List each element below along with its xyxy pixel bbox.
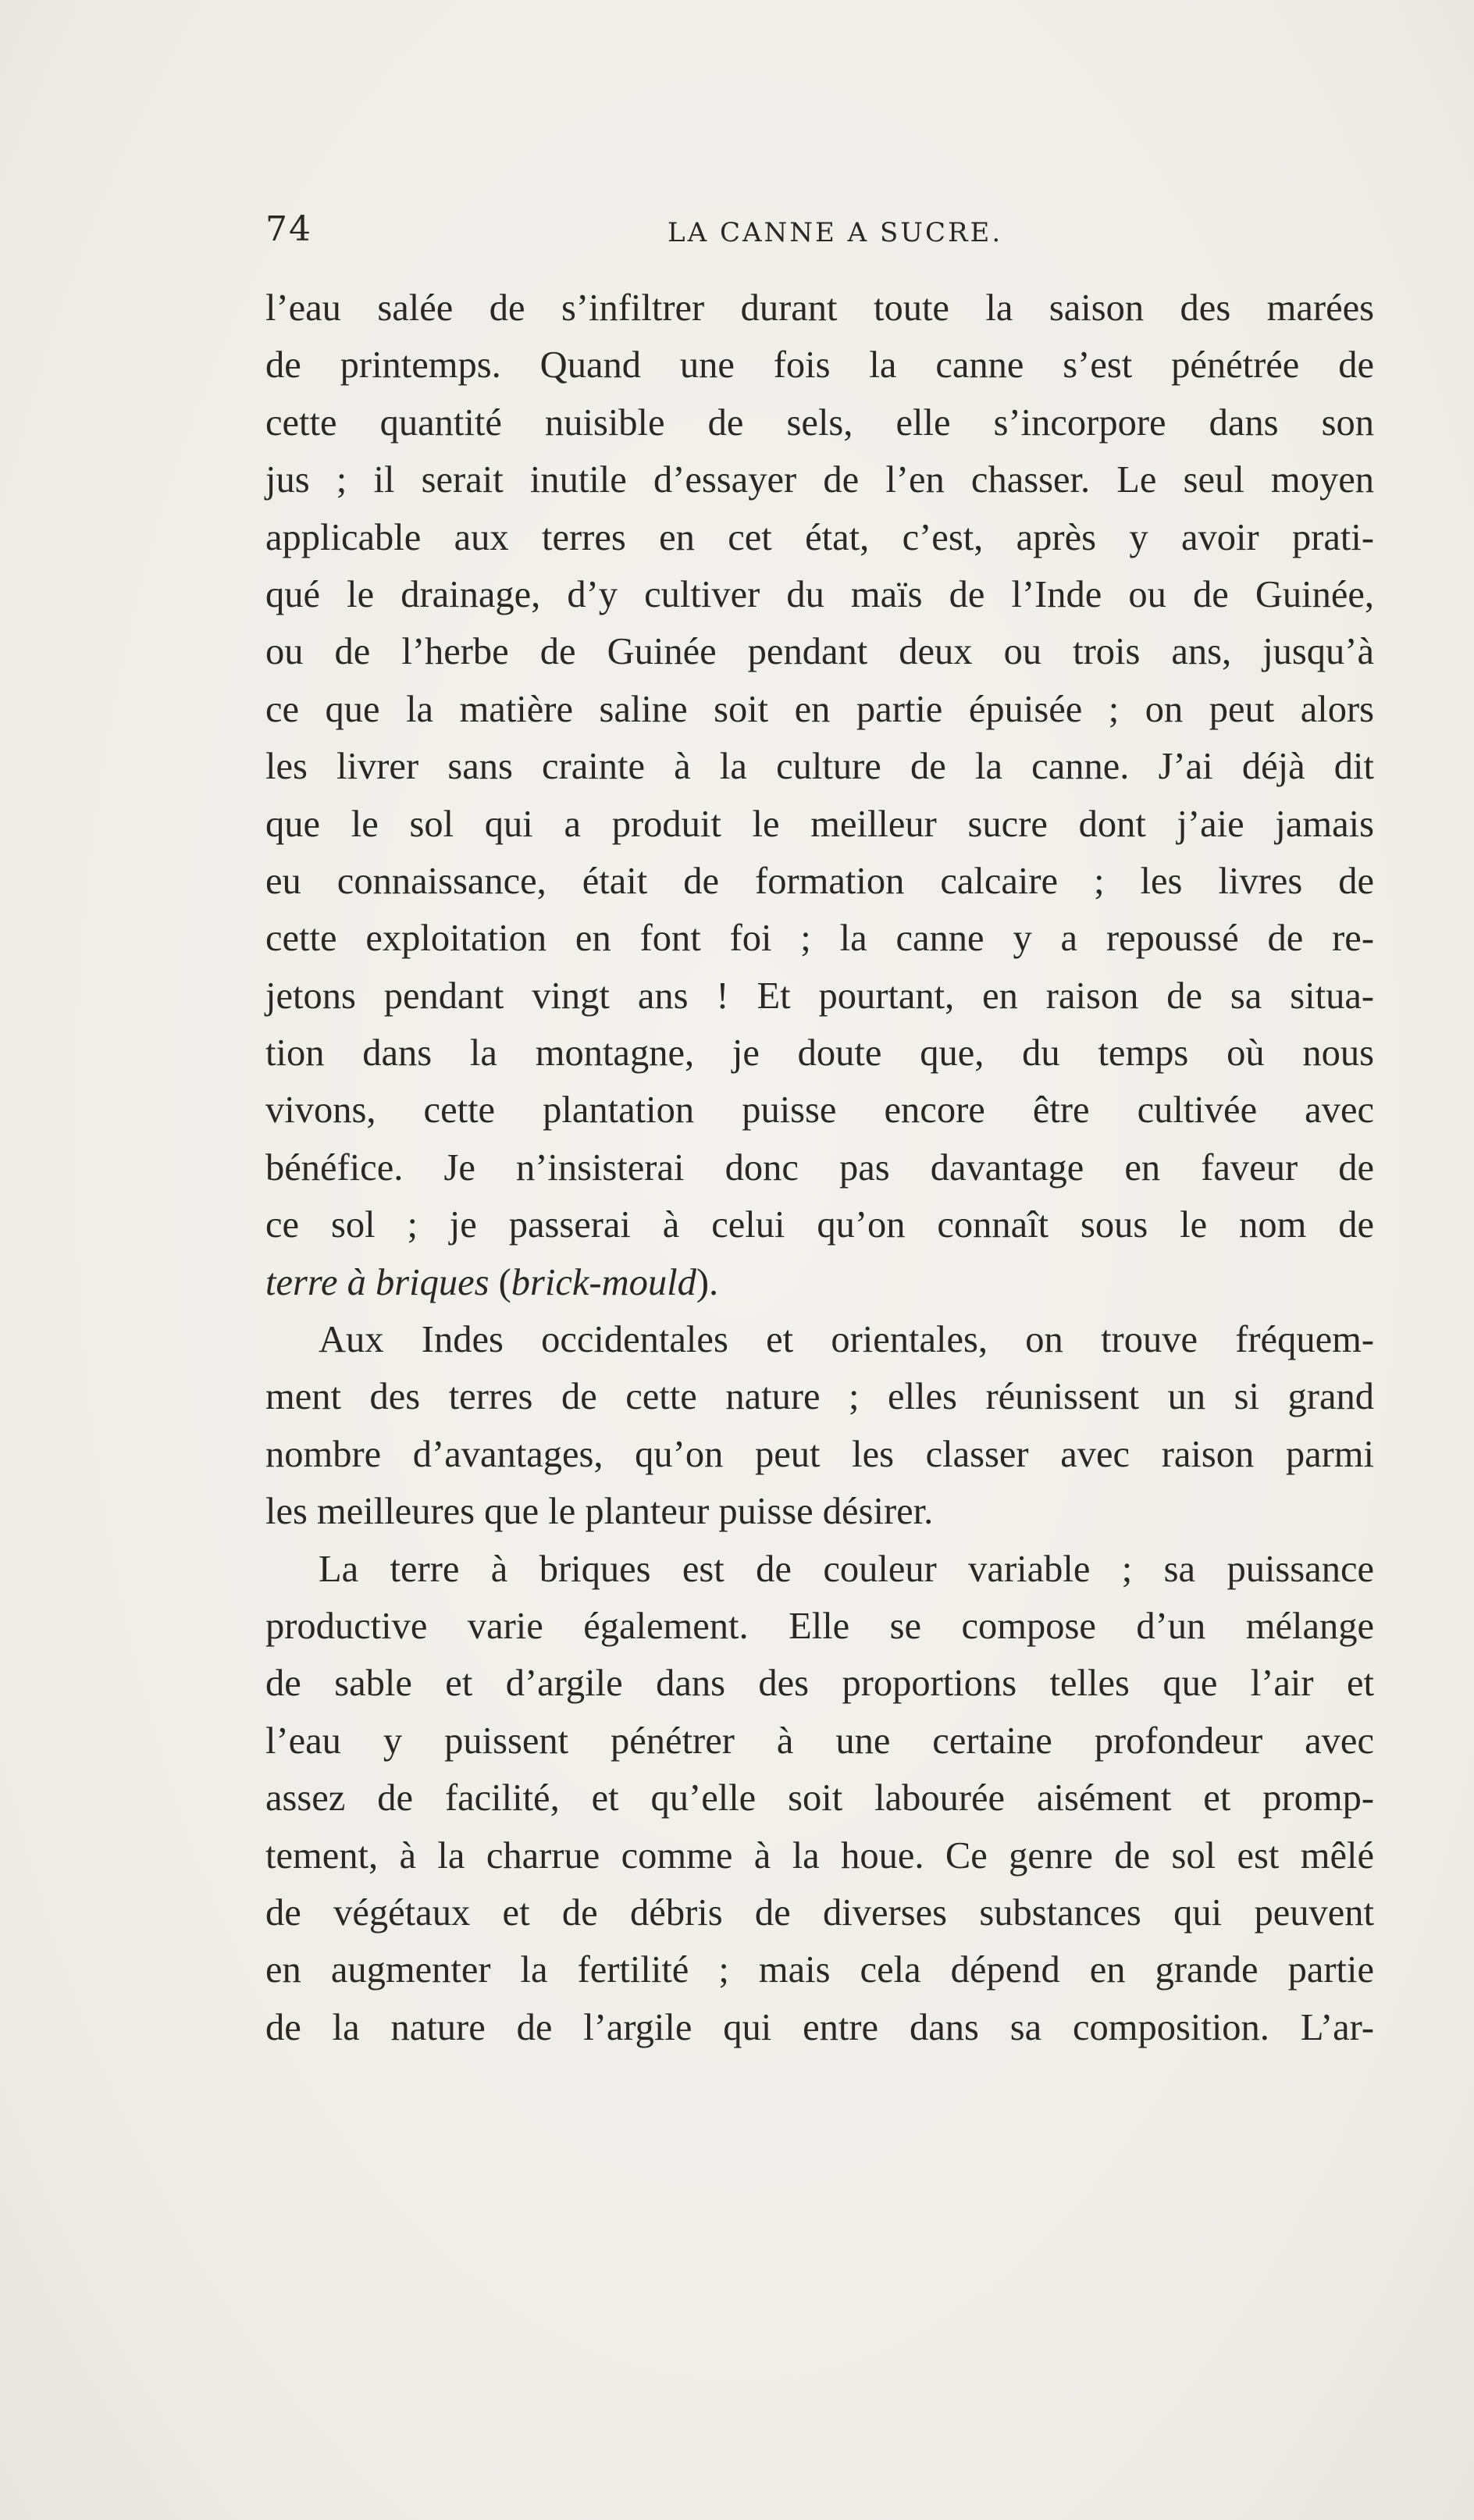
paren-close: ). <box>696 1261 719 1303</box>
italic-term-french: terre à briques <box>265 1261 490 1303</box>
page-number: 74 <box>265 209 312 249</box>
paragraph-line: productive varie également. Elle se compose d’un mélange <box>265 1605 1374 1647</box>
paragraph-line: assez de facilité, et qu’elle soit labourée aisément et promp- <box>265 1777 1374 1820</box>
text-line: ce sol ; je passerai à celui qu’on connaît sous le nom de <box>265 1204 1374 1246</box>
paragraph-line: Aux Indes occidentales et orientales, on trouve fréquem- <box>319 1319 1374 1361</box>
paragraph-line: de végétaux et de débris de diverses substances qui peuvent <box>265 1891 1374 1934</box>
italic-term-english: brick-mould <box>511 1261 696 1303</box>
paragraph-line: ment des terres de cette nature ; elles réunissent un si grand <box>265 1376 1374 1418</box>
text-line: que le sol qui a produit le meilleur sucre dont j’aie jamais <box>265 803 1374 845</box>
text-line: applicable aux terres en cet état, c’est, après y avoir prati- <box>265 516 1374 558</box>
paragraph-line: nombre d’avantages, qu’on peut les classer avec raison parmi <box>265 1433 1374 1475</box>
text-line: ou de l’herbe de Guinée pendant deux ou trois ans, jusqu’à <box>265 631 1374 673</box>
paragraph-line: en augmenter la fertilité ; mais cela dépend en grande partie <box>265 1949 1374 1991</box>
text-line: vivons, cette plantation puisse encore être cultivée avec <box>265 1089 1374 1132</box>
paragraph-line: les meilleures que le planteur puisse désirer. <box>265 1491 934 1533</box>
text-line: les livrer sans crainte à la culture de la canne. J’ai déjà dit <box>265 746 1374 788</box>
text-line: jus ; il serait inutile d’essayer de l’en chasser. Le seul moyen <box>265 459 1374 501</box>
text-line: bénéfice. Je n’insisterai donc pas davantage en faveur de <box>265 1146 1374 1189</box>
paragraph-line: tement, à la charrue comme à la houe. Ce genre de sol est mêlé <box>265 1834 1374 1877</box>
text-line: cette exploitation en font foi ; la canne y a repoussé de re- <box>265 918 1374 960</box>
text-line: eu connaissance, était de formation calcaire ; les livres de <box>265 860 1374 902</box>
text-line: ce que la matière saline soit en partie épuisée ; on peut alors <box>265 688 1374 730</box>
paragraph-line: La terre à briques est de couleur variable ; sa puissance <box>319 1548 1374 1590</box>
body-text <box>265 280 1374 2056</box>
running-title: LA CANNE A SUCRE. <box>668 217 1003 248</box>
text-line: tion dans la montagne, je doute que, du temps où nous <box>265 1032 1374 1075</box>
paragraph-line: l’eau y puissent pénétrer à une certaine profondeur avec <box>265 1720 1374 1762</box>
text-line: jetons pendant vingt ans ! Et pourtant, en raison de sa situa- <box>265 975 1374 1017</box>
text-line: l’eau salée de s’infiltrer durant toute la saison des marées <box>265 287 1374 329</box>
italic-term-line <box>265 1254 1374 1311</box>
page-header <box>265 209 1374 256</box>
paragraph-line: de sable et d’argile dans des proportions telles que l’air et <box>265 1663 1374 1705</box>
paren-open: ( <box>489 1261 511 1303</box>
text-line: qué le drainage, d’y cultiver du maïs de l’Inde ou de Guinée, <box>265 573 1374 615</box>
text-line: de printemps. Quand une fois la canne s’est pénétrée de <box>265 344 1374 387</box>
paragraph-line: de la nature de l’argile qui entre dans sa composition. L’ar- <box>265 2006 1374 2048</box>
text-line: cette quantité nuisible de sels, elle s’incorpore dans son <box>265 401 1374 444</box>
